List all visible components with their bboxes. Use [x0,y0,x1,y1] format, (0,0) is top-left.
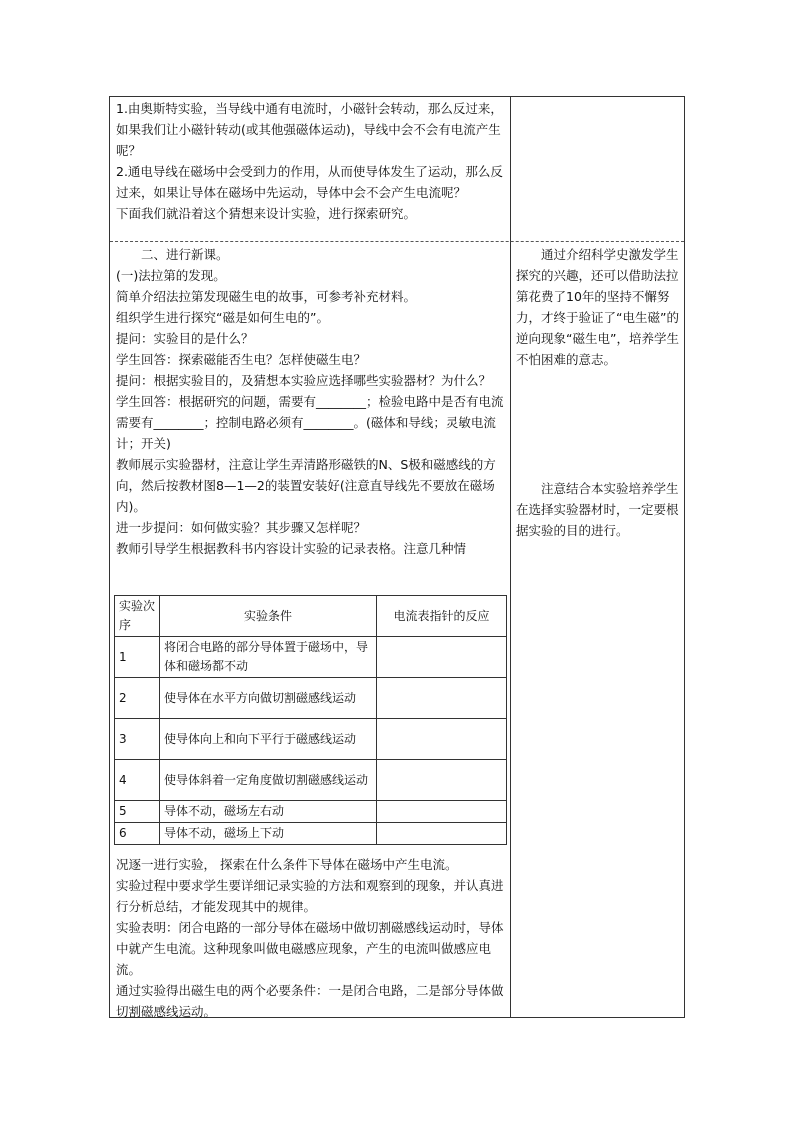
row-condition: 将闭合电路的部分导体置于磁场中，导体和磁场都不动 [160,637,377,678]
lesson-line: 提问：根据实验目的，及猜想本实验应选择哪些实验器材？为什么？ [116,373,492,388]
table-row [115,719,507,760]
conclusion-line: 实验过程中要求学生要详细记录实验的方法和观察到的现象，并认真进行分析总结，才能发现其中的规律。 [116,878,504,914]
table-row [115,801,507,823]
row-response [377,823,507,845]
lesson-line: 简单介绍法拉第发现磁生电的故事，可参考补充材料。 [116,289,417,304]
row-number: 5 [115,801,160,823]
intro-section [116,98,506,224]
header-condition: 实验条件 [160,596,377,637]
row-divider [110,241,684,242]
experiment-record-table [114,595,507,845]
lesson-line: 进一步提问：如何做实验？其步骤又怎样呢？ [116,520,367,535]
table-row [115,678,507,719]
row-number: 2 [115,678,160,719]
column-divider [510,96,511,1018]
conclusion-section [116,854,510,1022]
row-number: 1 [115,637,160,678]
side-note-history [516,244,680,370]
conclusion-line: 况逐一进行实验， 探索在什么条件下导体在磁场中产生电流。 [116,857,458,872]
row-number: 6 [115,823,160,845]
lesson-line: 组织学生进行探究“磁是如何生电的”。 [116,310,329,325]
row-response [377,637,507,678]
section-heading: 二、进行新课。 [141,247,229,262]
new-lesson-section [116,244,506,559]
lesson-line: 教师展示实验器材，注意让学生弄清路形磁铁的N、S极和磁感线的方向，然后按教材图8—1—2的装置安装好(注意直导线先不要放在磁场内)。 [116,457,496,514]
conclusion-line: 通过实验得出磁生电的两个必要条件：一是闭合电路，二是部分导体做切割磁感线运动。 [116,983,504,1019]
row-condition: 导体不动，磁场上下动 [160,823,377,845]
intro-question-2: 2.通电导线在磁场中会受到力的作用，从而使导体发生了运动，那么反过来，如果让导体在磁场中先运动，导体中会不会产生电流呢？ [116,164,503,200]
row-number: 4 [115,760,160,801]
side-note-text: 通过介绍科学史激发学生探究的兴趣，还可以借助法拉第花费了10年的坚持不懈努力，才终于验证了“电生磁”的逆向现象“磁生电”，培养学生不怕困难的意志。 [516,247,679,367]
table-header-row [115,596,507,637]
row-response [377,801,507,823]
lesson-line: 教师引导学生根据教科书内容设计实验的记录表格。注意几种情 [116,541,467,556]
table-row [115,760,507,801]
table-row [115,637,507,678]
intro-transition: 下面我们就沿着这个猜想来设计实验，进行探索研究。 [116,206,417,221]
table-row [115,823,507,845]
row-response [377,678,507,719]
header-order: 实验次序 [115,596,160,637]
row-condition: 使导体在水平方向做切割磁感线运动 [160,678,377,719]
conclusion-line: 实验表明：闭合电路的一部分导体在磁场中做切割磁感线运动时，导体中就产生电流。这种现象叫做电磁感应现象，产生的电流叫做感应电流。 [116,920,504,977]
lesson-line: 提问：实验目的是什么？ [116,331,254,346]
side-note-equipment [516,478,680,541]
header-response: 电流表指针的反应 [377,596,507,637]
lesson-line: 学生回答：根据研究的问题，需要有________；检验电路中是否有电流需要有________；控制电路必须有________。(磁体和导线；灵敏电流计；开关) [116,394,504,451]
intro-question-1: 1.由奥斯特实验，当导线中通有电流时，小磁针会转动，那么反过来，如果我们让小磁针转动(或其他强磁体运动)，导线中会不会有电流产生呢？ [116,101,503,158]
row-condition: 使导体斜着一定角度做切割磁感线运动 [160,760,377,801]
row-condition: 导体不动，磁场左右动 [160,801,377,823]
row-response [377,719,507,760]
row-condition: 使导体向上和向下平行于磁感线运动 [160,719,377,760]
row-response [377,760,507,801]
lesson-line: 学生回答：探索磁能否生电？怎样使磁生电？ [116,352,367,367]
side-note-text: 注意结合本实验培养学生在选择实验器材时，一定要根据实验的目的进行。 [516,481,679,538]
subsection-heading: (一)法拉第的发现。 [116,268,226,283]
row-number: 3 [115,719,160,760]
